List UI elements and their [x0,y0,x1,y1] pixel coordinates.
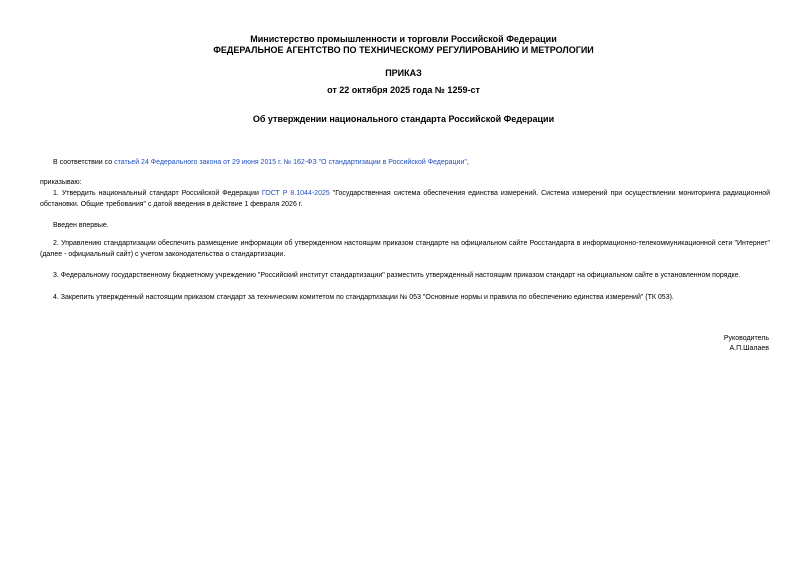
agency-name: ФЕДЕРАЛЬНОЕ АГЕНТСТВО ПО ТЕХНИЧЕСКОМУ РЕГУЛИРОВАНИЮ И МЕТРОЛОГИИ [213,45,594,55]
signatory-name: А.П.Шалаев [729,345,769,352]
item-4: 4. Закрепить утвержденный настоящим приказом стандарт за техническим комитетом по стандартизации № 053 "Основные нормы и правила по обеспечению единства измерений" (ТК 053). [53,294,674,301]
signatory-title: Руководитель [723,335,769,342]
item-1-suffix: "Государственная система обеспечения единства измерений. Система измерений при осуществлении мониторинга радиационной обстановки. Общие требования" с датой введения в действие 1 февраля 2026 г. [40,190,770,208]
document-subject: Об утверждении национального стандарта Российской Федерации [252,114,555,124]
preamble-suffix: , [466,159,469,166]
item-1 [40,188,770,210]
law-link[interactable]: статьей 24 Федерального закона от 29 июня 2015 г. № 162-ФЗ "О стандартизации в Российской Федерации" [114,159,467,166]
document-type: ПРИКАЗ [385,68,422,78]
introduced-note: Введен впервые. [53,222,109,229]
item-2: 2. Управлению стандартизации обеспечить размещение информации об утвержденном настоящим приказом стандарте на официальном сайте Росстандарта в информационно-телекоммуникационной сети "Интернет" (далее - официальный сайт) с учетом законодательства о стандартизации. [40,240,770,258]
preamble-prefix: В соответствии со [53,159,115,166]
preamble [40,157,770,168]
document-date-number: от 22 октября 2025 года № 1259-ст [327,85,480,95]
item-1-prefix: 1. Утвердить национальный стандарт Российской Федерации [53,190,262,197]
ministry-name: Министерство промышленности и торговли Российской Федерации [250,34,557,44]
item-3: 3. Федеральному государственному бюджетному учреждению "Российский институт стандартизации" разместить утвержденный настоящим приказом стандарт на официальном сайте в установленном порядке. [53,272,741,279]
order-word: приказываю: [40,179,82,186]
standard-link[interactable]: ГОСТ Р 8.1044-2025 [261,190,330,197]
